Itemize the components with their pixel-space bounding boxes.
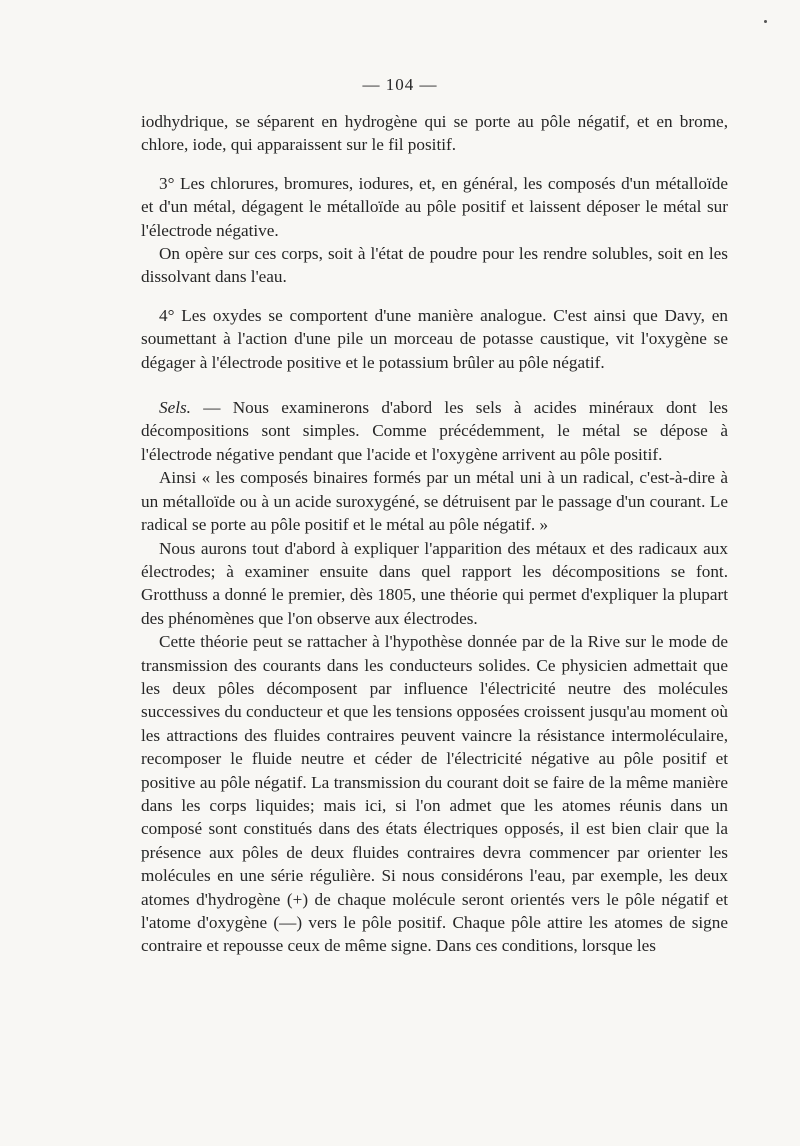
paragraph-grotthuss: Nous aurons tout d'abord à expliquer l'apparition des métaux et des radicaux aux électrodes; à examiner ensuite dans quel rapport les décompositions se font. Grotthuss a donné le premier, dès 1805, une théorie qui permet d'expliquer la plupart des phénomènes que l'on observe aux électrodes. <box>141 538 728 628</box>
paragraph-sels <box>141 396 728 466</box>
paragraph-item-3: 3° Les chlorures, bromures, iodures, et, en général, les composés d'un métalloïde et d'un métal, dégagent le métalloïde au pôle positif et laissent déposer le métal sur l'électrode négative. <box>141 173 728 240</box>
page-body <box>141 110 728 958</box>
paragraph-item-4: 4° Les oxydes se comportent d'une manière analogue. C'est ainsi que Davy, en soumettant à l'action d'une pile un morceau de potasse caustique, vit l'oxygène se dégager à l'électrode positive et le potassium brûler au pôle négatif. <box>141 305 728 372</box>
section-lead-sels: Sels. <box>159 398 191 418</box>
paragraph-quote: Ainsi « les composés binaires formés par un métal uni à un radical, c'est-à-dire à un métalloïde ou à un acide suroxygéné, se détruisent par le passage d'un courant. Le radical se porte au pôle positif et le métal au pôle négatif. » <box>141 468 728 535</box>
paragraph-sels-text: — Nous examinerons d'abord les sels à acides minéraux dont les décompositions sont simples. Comme précédemment, le métal se dépose à l'électrode négative pendant que l'acide et l'oxygène arrivent au pôle positif. <box>141 398 728 464</box>
paragraph-continuation: iodhydrique, se séparent en hydrogène qui se porte au pôle négatif, et en brome, chlore, iode, qui apparaissent sur le fil positif. <box>141 112 728 155</box>
ink-speck <box>764 20 767 23</box>
paragraph-method: On opère sur ces corps, soit à l'état de poudre pour les rendre solubles, soit en les dissolvant dans l'eau. <box>141 244 728 287</box>
page-number-header: — 104 — <box>362 75 438 94</box>
paragraph-theory: Cette théorie peut se rattacher à l'hypothèse donnée par de la Rive sur le mode de transmission des courants dans les conducteurs solides. Ce physicien admettait que les deux pôles décomposent par influence l'électricité neutre des molécules successives du conducteur et que les tensions opposées croissent jusqu'au moment où les attractions des fluides contraires peuvent vaincre la résistance intermoléculaire, recomposer le fluide neutre et céder de l'électricité négative au pôle positif et positive au pôle négatif. La transmission du courant doit se faire de la même manière dans les corps liquides; mais ici, si l'on admet que les atomes réunis dans un composé sont constitués dans des états électriques opposés, il est bien clair que la présence aux pôles de deux fluides contraires devra commencer par orienter les molécules en une série régulière. Si nous considérons l'eau, par exemple, les deux atomes d'hydrogène (+) de chaque molécule seront orientés vers le pôle négatif et l'atome d'oxygène (—) vers le pôle positif. Chaque pôle attire les atomes de signe contraire et repousse ceux de même signe. Dans ces conditions, lorsque les <box>141 632 728 956</box>
